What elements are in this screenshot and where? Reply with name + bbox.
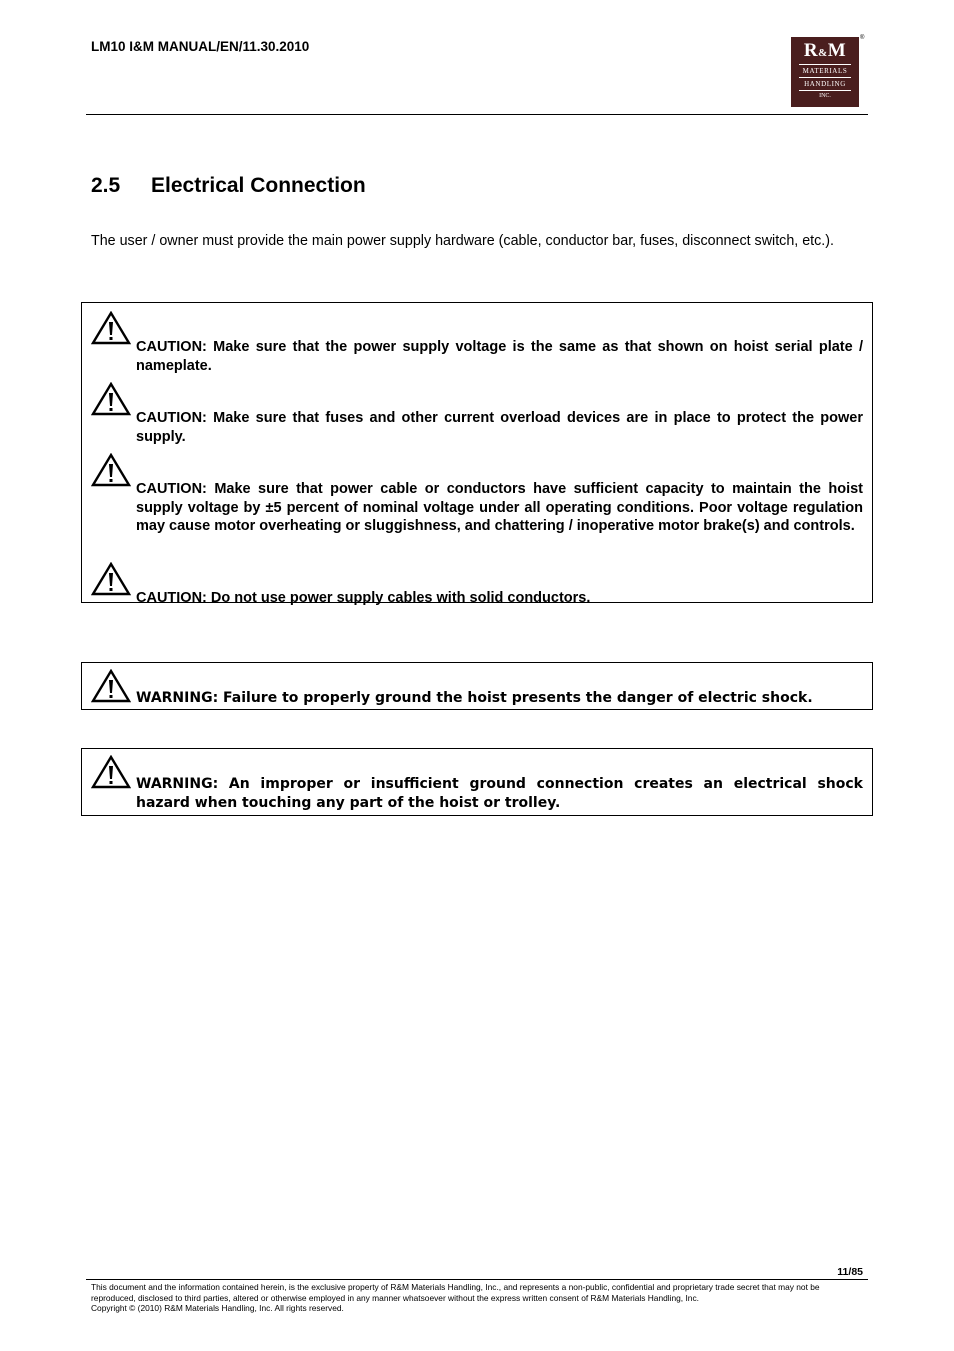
footer-disclaimer bbox=[91, 1282, 864, 1314]
intro-paragraph: The user / owner must provide the main power supply hardware (cable, conductor bar, fuses, disconnect switch, etc.). bbox=[91, 233, 834, 249]
caution-text: CAUTION: Do not use power supply cables with solid conductors. bbox=[136, 590, 591, 606]
registered-mark: ® bbox=[860, 35, 865, 41]
logo-line3: INC. bbox=[819, 93, 831, 99]
logo-divider bbox=[799, 64, 851, 65]
warning-text: WARNING: Failure to properly ground the hoist presents the danger of electric shock. bbox=[136, 690, 813, 706]
header-divider bbox=[86, 114, 868, 115]
section-number: 2.5 bbox=[91, 174, 121, 197]
logo-line1: MATERIALS bbox=[802, 67, 848, 75]
warning-triangle-icon bbox=[91, 669, 131, 703]
document-code: LM10 I&M MANUAL/EN/11.30.2010 bbox=[91, 39, 310, 54]
caution-text: CAUTION: Make sure that power cable or conductors have sufficient capacity to maintain the hoist supply voltage by ±5 percent of nominal voltage under all operating conditions. Poor voltage regulation may cause motor overheating or sluggishness, and chattering / inoperative motor brake(s) and controls. bbox=[136, 481, 863, 534]
caution-text: CAUTION: Make sure that fuses and other current overload devices are in place to protect the power supply. bbox=[136, 410, 863, 445]
warning-triangle-icon bbox=[91, 562, 131, 596]
page-number: 11/85 bbox=[837, 1266, 863, 1278]
copyright-text: Copyright © (2010) R&M Materials Handling, Inc. All rights reserved. bbox=[91, 1303, 344, 1314]
warning-text: WARNING: An improper or insufficient ground connection creates an electrical shock hazard when touching any part of the hoist or trolley. bbox=[136, 776, 863, 811]
warning-triangle-icon bbox=[91, 755, 131, 789]
section-title: Electrical Connection bbox=[151, 174, 366, 197]
footer-divider bbox=[86, 1279, 868, 1280]
disclaimer-text: This document and the information contained herein, is the exclusive property of R&M Materials Handling, Inc., and represents a non-public, confidential and proprietary trade secret that may not be reproduced, disclosed to third parties, altered or otherwise employed in any manner whatsoever without the express written consent of R&M Materials Handling, Inc. bbox=[91, 1282, 820, 1303]
warning-triangle-icon bbox=[91, 311, 131, 345]
warning-triangle-icon bbox=[91, 453, 131, 487]
section-heading bbox=[91, 174, 366, 198]
logo-divider bbox=[799, 90, 851, 91]
logo-brand: R&M bbox=[803, 40, 847, 61]
company-logo bbox=[791, 37, 859, 107]
logo-line2: HANDLING bbox=[804, 80, 846, 88]
caution-box bbox=[81, 302, 873, 606]
warning-box bbox=[81, 748, 873, 816]
warning-box bbox=[81, 662, 873, 710]
logo-divider bbox=[799, 77, 851, 78]
warning-triangle-icon bbox=[91, 382, 131, 416]
caution-text: CAUTION: Make sure that the power supply voltage is the same as that shown on hoist serial plate / nameplate. bbox=[136, 339, 863, 374]
